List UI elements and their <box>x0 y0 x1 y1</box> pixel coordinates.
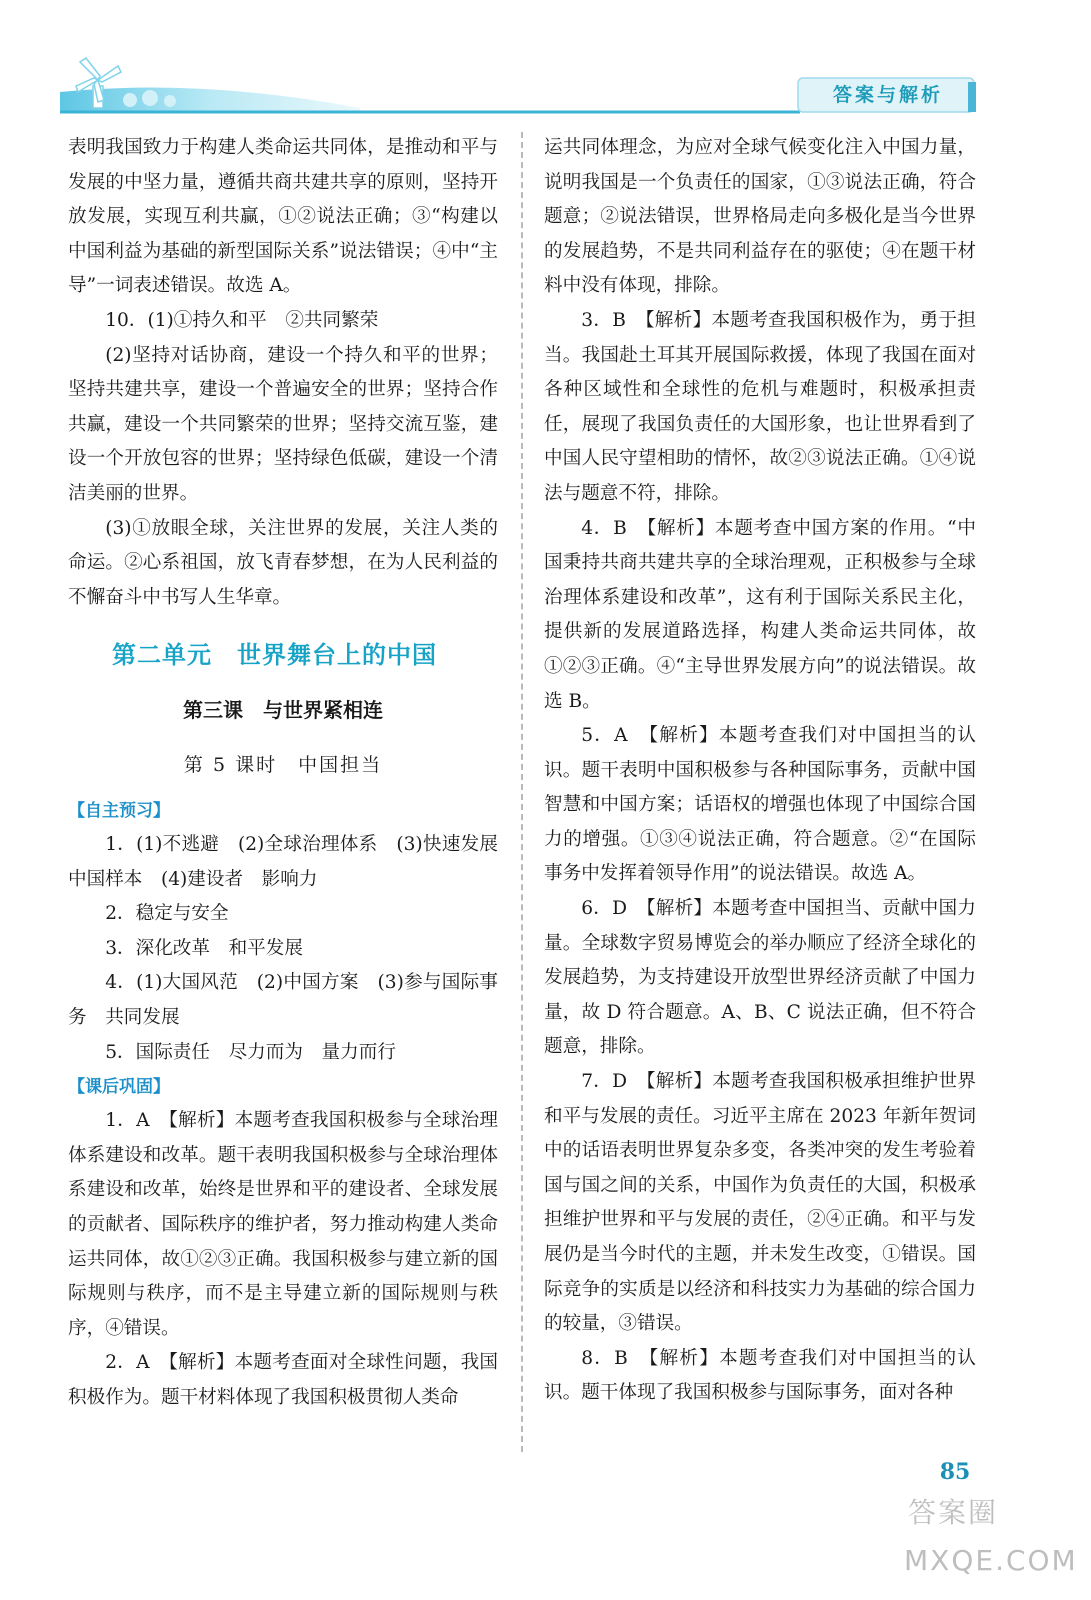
preview-section-label: 【自主预习】 <box>68 801 170 822</box>
review-item: 5．A 【解析】本题考查我们对中国担当的认识。题干表明中国积极参与各种国际事务，贡献中国智慧和中国方案；话语权的增强也体现了中国综合国力的增强。①③④说法正确，符合题意。②“在国际事务中发挥着领导作用”的说法错误。故选 A。 <box>544 725 976 885</box>
period-title: 第 5 课时 中国担当 <box>183 753 383 776</box>
review-item: 3．B 【解析】本题考查我国积极作为，勇于担当。我国赴土耳其开展国际救援，体现了我国在面对各种区域性和全球性的危机与难题时，积极承担责任，展现了我国负责任的大国形象，也让世界看到了中国人民守望相助的情怀，故②③说法正确。①④说法与题意不符，排除。 <box>544 309 976 504</box>
preview-item: 3．深化改革 和平发展 <box>105 937 303 959</box>
review-item: 1．A 【解析】本题考查我国积极参与全球治理体系建设和改革。题干表明我国积极参与全球治理体系建设和改革，始终是世界和平的建设者、全球发展的贡献者、国际秩序的维护者，努力推动构建人类命运共同体，故①②③正确。我国积极参与建立新的国际规则与秩序，而不是主导建立新的国际规则与秩序，④错误。 <box>68 1110 498 1339</box>
answer-9-continuation: 表明我国致力于构建人类命运共同体，是推动和平与发展的中坚力量，遵循共商共建共享的原则，坚持开放发展，实现互利共赢，①②说法正确；③“构建以中国利益为基础的新型国际关系”说法错误；④中“主导”一词表述错误。故选 A。 <box>68 137 498 297</box>
left-column <box>68 131 517 1416</box>
review-item: 6．D 【解析】本题考查中国担当、贡献中国力量。全球数字贸易博览会的举办顺应了经济全球化的发展趋势，为支持建设开放型世界经济贡献了中国力量，故 D 符合题意。A、B、C 说法正确，但不符合题意，排除。 <box>544 898 976 1058</box>
review-item: 7．D 【解析】本题考查我国积极承担维护世界和平与发展的责任。习近平主席在 2023 年新年贺词中的话语表明世界复杂多变，各类冲突的发生考验着国与国之间的关系，中国作为负责任的大国，积极承担维护世界和平与发展的责任，②④正确。和平与发展仍是当今时代的主题，并未发生改变，①错误。国际竞争的实质是以经济和科技实力为基础的综合国力的较量，③错误。 <box>544 1071 976 1335</box>
right-column <box>544 131 976 1411</box>
answer-2-continuation: 运共同体理念，为应对全球气候变化注入中国力量，说明我国是一个负责任的国家，①③说法正确，符合题意；②说法错误，世界格局走向多极化是当今世界的发展趋势，不是共同利益存在的驱使；④在题干材料中没有体现，排除。 <box>544 137 976 297</box>
column-divider <box>521 132 523 1452</box>
review-item: 8．B 【解析】本题考查我们对中国担当的认识。题干体现了我国积极参与国际事务，面对各种 <box>544 1347 976 1404</box>
answer-10-part-3: (3)①放眼全球，关注世界的发展，关注人类的命运。②心系祖国，放飞青春梦想，在为人民利益的不懈奋斗中书写人生华章。 <box>68 517 498 608</box>
review-section-label: 【课后巩固】 <box>68 1077 170 1098</box>
answer-10-part-1: 10．(1)①持久和平 ②共同繁荣 <box>105 309 379 331</box>
preview-item: 4．(1)大国风范 (2)中国方案 (3)参与国际事务 共同发展 <box>68 972 498 1029</box>
preview-item: 5．国际责任 尽力而为 量力而行 <box>105 1041 396 1063</box>
watermark-bottom-text: MXQE.COM <box>904 1544 1078 1577</box>
watermark-top-text: 答案圈 <box>908 1496 999 1529</box>
watermark-logo <box>894 1470 1084 1590</box>
page-number: 85 <box>939 1459 971 1485</box>
unit-title: 第二单元 世界舞台上的中国 <box>112 641 437 670</box>
review-item: 2．A 【解析】本题考查面对全球性问题，我国积极作为。题干材料体现了我国积极贯彻人类命 <box>68 1352 498 1408</box>
header-section-label: 答案与解析 <box>832 84 943 106</box>
preview-item: 1．(1)不逃避 (2)全球治理体系 (3)快速发展 中国样本 (4)建设者 影响力 <box>68 834 517 890</box>
review-item: 4．B 【解析】本题考查中国方案的作用。“中国秉持共商共建共享的全球治理观，正积极参与全球治理体系建设和改革”，这有利于国际关系民主化，提供新的发展道路选择，构建人类命运共同体，故①②③正确。④“主导世界发展方向”的说法错误。故选 B。 <box>544 517 976 712</box>
lesson-title: 第三课 与世界紧相连 <box>183 697 383 722</box>
answer-10-part-2: (2)坚持对话协商，建设一个持久和平的世界；坚持共建共享，建设一个普遍安全的世界；坚持合作共赢，建设一个共同繁荣的世界；坚持交流互鉴，建设一个开放包容的世界；坚持绿色低碳，建设一个清洁美丽的世界。 <box>68 344 498 504</box>
preview-item: 2．稳定与安全 <box>105 903 229 925</box>
page-header <box>0 0 1091 120</box>
